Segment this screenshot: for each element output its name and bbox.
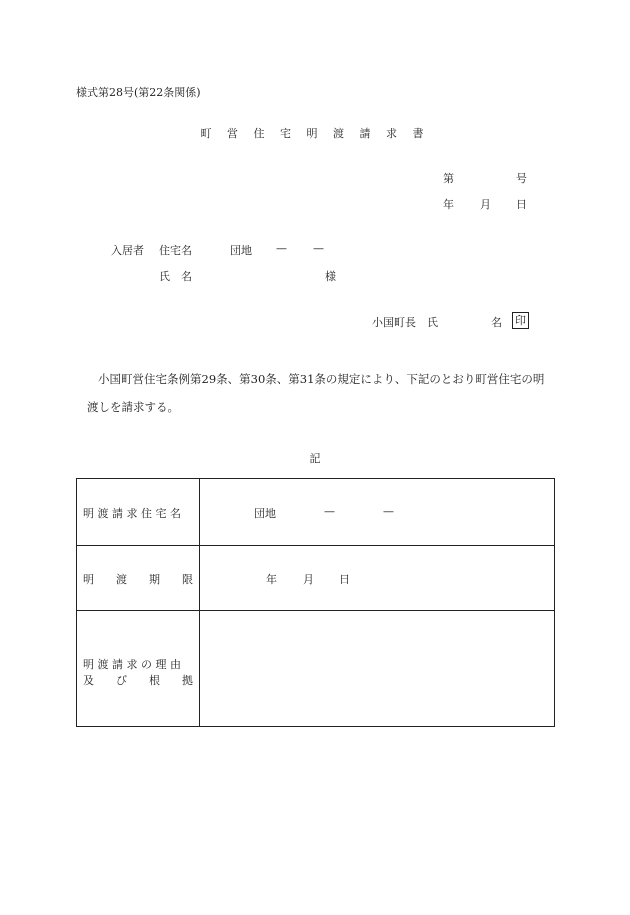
row-house-label: 明 渡 請 求 住 宅 名 bbox=[83, 507, 181, 520]
table-divider-row1 bbox=[77, 545, 554, 546]
row-deadline-year: 年 bbox=[266, 573, 277, 586]
doc-number-go: 号 bbox=[516, 172, 527, 185]
table-divider-row2 bbox=[77, 610, 554, 611]
house-name-label: 住宅名 bbox=[159, 244, 192, 257]
danchi-label: 団地 bbox=[230, 244, 252, 257]
row-deadline-day: 日 bbox=[339, 573, 350, 586]
doc-number-dai: 第 bbox=[443, 172, 454, 185]
name-label: 氏 名 bbox=[159, 270, 192, 283]
row-house-danchi: 団地 bbox=[254, 507, 276, 520]
ki-heading: 記 bbox=[309, 452, 321, 465]
request-table bbox=[76, 478, 555, 727]
honorific-sama: 様 bbox=[325, 270, 336, 283]
sender-title: 小国町長 氏 bbox=[372, 316, 438, 329]
seal-box: 印 bbox=[512, 312, 529, 329]
row-reason-label-line1: 明 渡 請 求 の 理 由 bbox=[83, 658, 181, 671]
addressee-label: 入居者 bbox=[111, 244, 144, 257]
row-house-dash: — bbox=[383, 505, 394, 518]
form-number: 様式第28号(第22条関係) bbox=[76, 86, 201, 99]
row-deadline-month: 月 bbox=[303, 573, 314, 586]
date-year: 年 bbox=[443, 198, 454, 211]
sender-mei: 名 bbox=[491, 316, 502, 329]
table-divider-vertical bbox=[199, 479, 200, 726]
body-text-line1: 小国町営住宅条例第29条、第30条、第31条の規定により、下記のとおり町営住宅の明 bbox=[98, 372, 545, 386]
body-text-line2: 渡しを請求する。 bbox=[87, 400, 179, 414]
date-month: 月 bbox=[480, 198, 491, 211]
address-dash: — bbox=[276, 242, 287, 255]
row-reason-label-line2: 及 び 根 拠 bbox=[83, 674, 193, 687]
document-title: 町 営 住 宅 明 渡 請 求 書 bbox=[200, 127, 430, 140]
date-day: 日 bbox=[516, 198, 527, 211]
row-house-dash: — bbox=[324, 505, 335, 518]
address-dash: — bbox=[313, 242, 324, 255]
row-deadline-label: 明 渡 期 限 bbox=[83, 573, 193, 586]
